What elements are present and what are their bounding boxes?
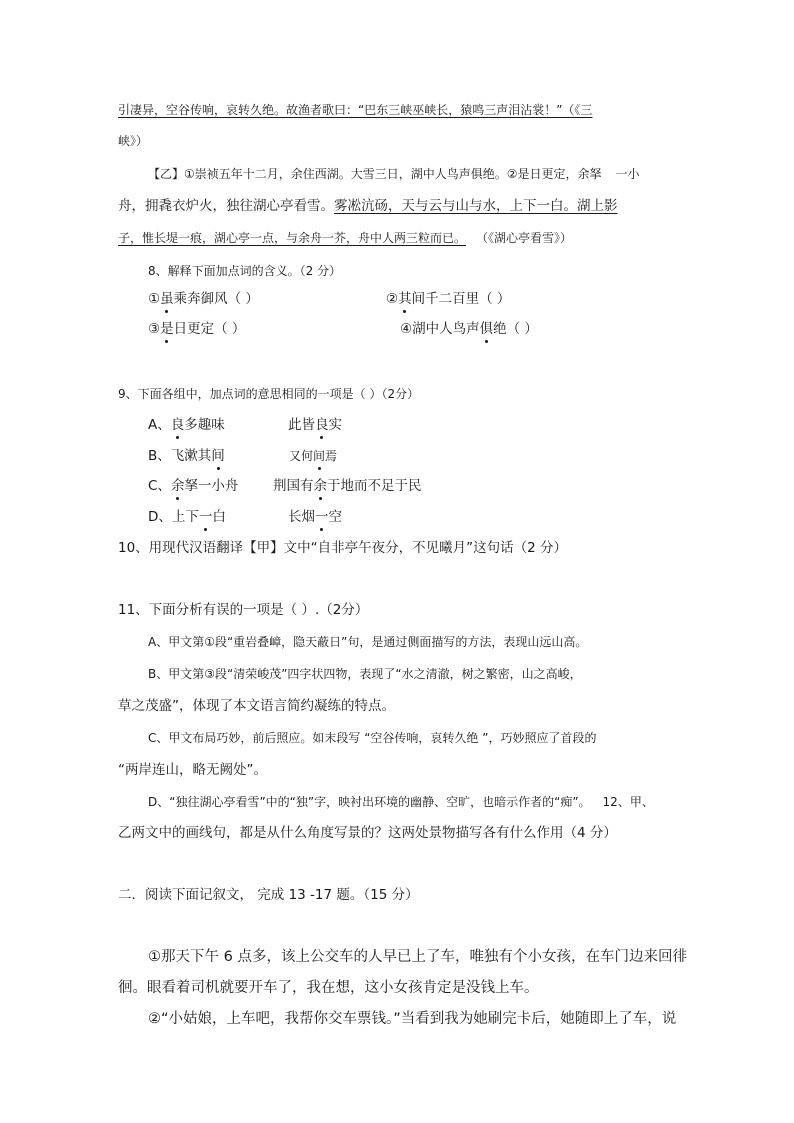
q9-d-right-dotted-word: 一 [315,509,329,525]
q9-b-prefix: B、飞漱其 [148,448,212,464]
q9-a-right-rest: 实 [328,417,342,433]
q10-stem: 10、用现代汉语翻译【甲】文中“自非亭午夜分，不见曦月”这句话（2 分） [118,540,568,556]
q8-item-c [148,319,245,339]
q9-c-right-prefix: 荆国有 [273,478,314,494]
q8-b-prefix: ② [386,291,399,307]
q9-d-right-prefix: 长烟 [288,509,315,525]
q8-d-prefix: ④湖中人鸟声 [400,321,480,337]
q9-c-dotted-word: 余 [170,478,185,494]
q9-option-c-left [148,476,238,496]
q11-option-d [148,792,654,812]
q9-b-right-rest: 焉 [325,449,338,463]
q12-stem: 乙两文中的画线句，都是从什么角度写景的？这两处景物描写各有什么作用（4 分） [118,825,617,841]
q9-c-rest: 拏一小舟 [184,478,239,494]
q9-d-dotted-word: 一 [198,509,213,525]
q8-stem: 8、解释下面加点词的含义。（2 分） [148,264,342,278]
passage-yi-line-2-plain: 舟，拥毳衣炉火，独往湖心亭看雪。 [118,198,334,214]
q9-option-b-left [148,446,225,466]
q9-d-prefix: D、上下 [148,509,199,525]
q9-c-prefix: C、 [148,478,171,494]
q11-stem: 11、下面分析有误的一项是（ ）.（2分） [118,602,369,618]
passage-yi-line-1 [148,164,640,184]
q9-a-rest: 多趣味 [184,417,225,433]
q11-option-b-line1: B、甲文第③段“清荣峻茂”四字状四物，表现了“水之清澈，树之繁密，山之高峻， [148,667,582,681]
q8-a-dotted-word: 虽 [160,291,174,307]
q9-stem: 9、下面各组中，加点词的意思相同的一项是（ ）（2分） [118,387,420,401]
q11-option-a: A、甲文第①段“重岩叠嶂，隐天蔽日”句，是通过侧面描写的方法，表现山远山高。 [148,635,588,649]
story-paragraph-1-line-2: 徊。眼看着司机就要开车了，我在想，这小女孩肯定是没钱上车。 [118,980,539,996]
q8-d-rest: 绝（ ） [493,321,538,337]
story-paragraph-2-line-1: ②“小姑娘，上车吧，我帮你交车票钱。”当看到我为她刷完卡后，她随即上了车，说 [148,1011,677,1027]
q9-b-right-dotted-word: 间 [313,446,325,466]
q9-option-b-right [289,446,337,466]
q9-option-d-left [148,507,226,527]
q11-option-c-line2: “两岸连山，略无阙处”。 [118,762,267,778]
passage-yi-source: （《湖心亭看雪》） [476,231,573,245]
q9-a-dotted-word: 良 [170,417,185,433]
q11-option-b-line2: 草之茂盛”，体现了本文语言简约凝练的特点。 [118,698,395,714]
q9-d-right-rest: 空 [328,509,342,525]
q9-a-right-prefix: 此皆 [288,417,315,433]
q8-a-prefix: ① [148,291,161,307]
passage-yi-line-1-text: 【乙】①崇祯五年十二月，余住西湖。大雪三日，湖中人鸟声俱绝。②是日更定，余拏 [148,167,602,181]
q9-option-a-left [148,415,225,435]
passage-jia-line: 引凄异，空谷传响，哀转久绝。故渔者歌曰：“巴东三峡巫峡长，猿鸣三声泪沾裳！”（《三 [118,103,593,117]
q8-item-d [400,319,538,339]
q9-b-right-prefix: 又何 [289,449,314,463]
passage-yi-line-2-underlined: 雾凇沆砀，天与云与山与水，上下一白。湖上影 [334,198,618,214]
story-paragraph-1-line-1: ①那天下午 6 点多，该上公交车的人早已上了车，唯独有个小女孩，在车门边来回徘 [148,949,687,965]
q8-b-rest: 间千二百里（ ） [411,291,511,307]
section-2-heading: 二．阅读下面记叙文， 完成 13 -17 题。（15 分） [118,887,419,903]
q9-a-right-dotted-word: 良 [315,417,329,433]
q8-item-a [148,289,259,309]
q11-option-d-text: D、“独往湖心亭看雪”中的“独”字，映衬出环境的幽静、空旷，也暗示作者的“痴”。 [148,795,591,809]
q8-c-dotted-word: 是 [160,321,174,337]
passage-jia-source: 峡》） [118,134,149,148]
q12-stem-lead: 12、甲、 [602,795,654,809]
q9-b-dotted-word: 间 [211,448,225,464]
q8-b-dotted-word: 其 [398,291,412,307]
q11-option-c-line1: C、甲文布局巧妙，前后照应。如末段写 “空谷传响，哀转久绝 ”，巧妙照应了首段的 [148,731,597,745]
q9-option-c-right [273,476,422,496]
passage-yi-line-2 [118,196,618,216]
passage-yi-line-1-suffix: 一小 [615,167,640,181]
q9-d-rest: 白 [212,509,226,525]
q8-a-rest: 乘奔御风（ ） [173,291,259,307]
q8-d-dotted-word: 俱 [479,321,494,337]
q8-c-rest: 日更定（ ） [173,321,246,337]
q9-option-a-right [288,415,342,435]
q9-a-prefix: A、 [148,417,171,433]
q9-c-right-rest: 于地而不足于民 [327,478,422,494]
q8-c-prefix: ③ [148,321,161,337]
q9-option-d-right [288,507,342,527]
q9-c-right-dotted-word: 余 [313,478,327,494]
passage-yi-line-3 [118,228,572,248]
q8-item-b [386,289,510,309]
passage-yi-line-3-underlined: 子，惟长堤一痕，湖心亭一点，与余舟一芥，舟中人两三粒而已。 [118,231,467,245]
